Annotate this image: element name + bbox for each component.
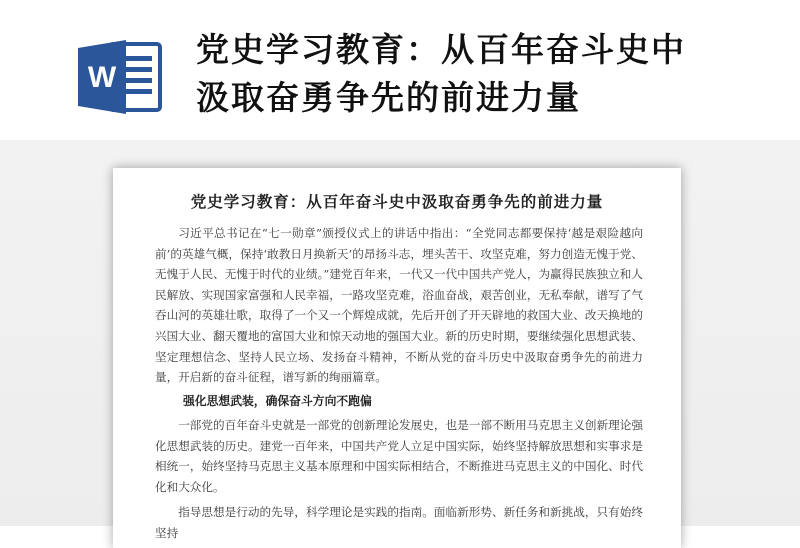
document-paragraph-3: 指导思想是行动的先导，科学理论是实践的指南。面临新形势、新任务和新挑战，只有始终坚持 bbox=[155, 505, 643, 540]
page-title: 党史学习教育：从百年奋斗史中 汲取奋勇争先的前进力量 bbox=[196, 30, 686, 117]
document-paragraph-2: 一部党的百年奋斗史就是一部党的创新理论发展史，也是一部不断用马克思主义创新理论强化思想武装的历史。建党一百年来，中国共产党人立足中国实际，始终坚持解放思想和实事求是相统一，始终坚持马克思主义基本原理和中国实际相结合，不断推进马克思主义的中国化、时代化和大众化。 bbox=[155, 418, 643, 494]
word-icon-letter: W bbox=[87, 61, 117, 94]
document-page bbox=[113, 168, 681, 548]
document-paragraph-1: 习近平总书记在“七一勋章”颁授仪式上的讲话中指出：“全党同志都要保持‘越是艰险越向前’的英雄气概，保持‘敢教日月换新天’的昂扬斗志，埋头苦干、攻坚克难，努力创造无愧于党、无愧于人民、无愧于时代的业绩。”建党百年来，一代又一代中国共产党人，为赢得民族独立和人民解放、实现国家富强和人民幸福，一路攻坚克难，浴血奋战，艰苦创业，无私奉献，谱写了气吞山河的英雄壮歌，取得了一个又一个辉煌成就，先后开创了开天辟地的救国大业、改天换地的兴国大业、翻天覆地的富国大业和惊天动地的强国大业。新的历史时期，要继续强化思想武装、坚定理想信念、坚持人民立场、发扬奋斗精神，不断从党的奋斗历史中汲取奋勇争先的前进力量，开启新的奋斗征程，谱写新的绚丽篇章。 bbox=[155, 226, 643, 385]
header bbox=[0, 0, 800, 140]
document-title: 党史学习教育：从百年奋斗史中汲取奋勇争先的前进力量 bbox=[190, 192, 604, 211]
section-heading: 强化思想武装，确保奋斗方向不跑偏 bbox=[183, 394, 372, 408]
word-document-icon bbox=[76, 36, 166, 118]
